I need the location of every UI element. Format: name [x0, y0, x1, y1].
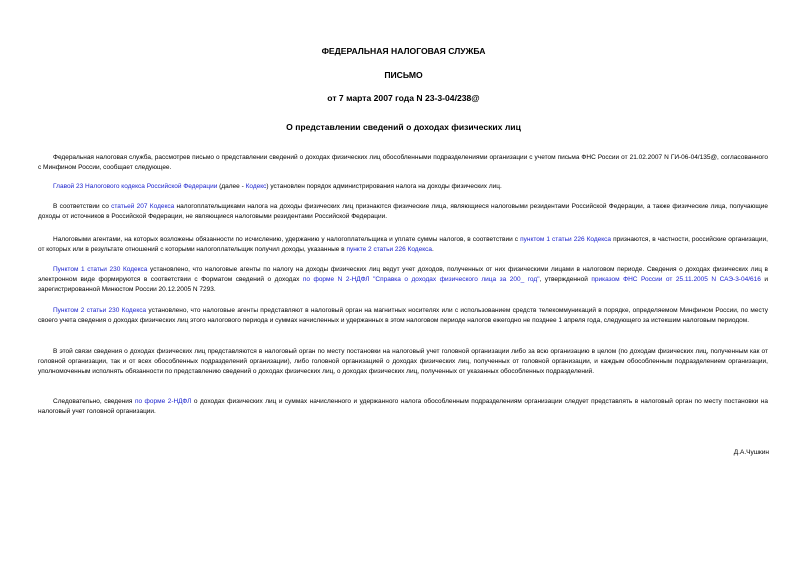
paragraph-text: ) установлен порядок администрирования налога на доходы физических лиц.	[266, 183, 502, 190]
link-form-2ndfl-reference[interactable]: по форме N 2-НДФЛ "Справка о доходах физического лица за 200_ год"	[302, 276, 540, 283]
agency-heading: ФЕДЕРАЛЬНАЯ НАЛОГОВАЯ СЛУЖБА	[321, 46, 486, 56]
date-number-heading: от 7 марта 2007 года N 23-3-04/238@	[327, 93, 480, 103]
paragraph-text: о доходах физических лиц и суммах начисленного и удержанного налога обособленным подразделениям организации следует представлять в налоговый орган по месту постановки на налоговый учет головной организации.	[38, 398, 769, 415]
link-fns-order[interactable]: приказом ФНС России от 25.11.2005 N САЭ-3-04/616	[591, 276, 761, 283]
paragraph-7	[38, 347, 768, 377]
document-type-heading: ПИСЬМО	[384, 70, 423, 80]
paragraph-6	[38, 306, 768, 326]
paragraph-text: В этой связи сведения о доходах физических лиц представляются в налоговый орган по месту постановки на налоговый учет головной организации либо за всю организацию в целом (по доходам физических лиц, полученным как от головной организации, так и от всех обособленных подразделений организации), либо головной организацией о доходах физических лиц, полученных от головной организации, и каждым обособленным подразделением организации, уполномоченным исполнять обязанности по представлению сведений о доходах физических лиц, о доходах физических лиц, полученных от указанных обособленных подразделений.	[38, 348, 768, 375]
link-article-226-p1[interactable]: пунктом 1 статьи 226 Кодекса	[520, 236, 612, 243]
paragraph-text: и зарегистрированной Минюстом России 20.12.2005 N 7293.	[38, 276, 768, 293]
paragraph-text: Федеральная налоговая служба, рассмотрев письмо о представлении сведений о доходах физических лиц обособленными подразделениями организации с учетом письма ФНС России от 21.02.2007 N ГИ-06-04/135@, согласованного с Минфином России, сообщает следующее.	[38, 154, 768, 171]
paragraph-text: установлено, что налоговые агенты представляют в налоговый орган на магнитных носителях или с использованием средств телекоммуникаций в порядке, определяемом Минфином России, по месту своего учета сведения о доходах физических лиц этого налогового периода и суммах начисленных и удержанных в этом налоговом периоде налогов ежегодно не позднее 1 апреля года, следующего за истекшим налоговым периодом.	[38, 307, 768, 324]
subject-heading: О представлении сведений о доходах физических лиц	[286, 122, 521, 132]
signature: Д.А.Чушкин	[733, 449, 769, 456]
link-article-226-p2[interactable]: пункте 2 статьи 226 Кодекса	[346, 246, 432, 253]
link-article-230-p1[interactable]: Пунктом 1 статьи 230 Кодекса	[53, 266, 148, 273]
link-chapter-23[interactable]: Главой 23 Налогового кодекса Российской Федерации	[53, 183, 218, 190]
paragraph-text: .	[432, 246, 434, 253]
paragraph-text: признаются, в частности, российские организации, от которых или в результате отношений с которыми налогоплательщик получил доходы, указанные в	[38, 236, 768, 253]
paragraph-text: (далее -	[217, 183, 246, 190]
paragraph-text: установлено, что налоговые агенты по налогу на доходы физических лиц ведут учет доходов, полученных от них физическими лицами в налоговом периоде. Сведения о доходах физических лиц в электронном виде формируются в соответствии с Форматом сведений о доходах	[38, 266, 769, 283]
paragraph-5	[38, 265, 768, 295]
paragraph-text: налогоплательщиками налога на доходы физических лиц признаются физические лица, являющиеся налоговыми резидентами Российской Федерации, а также физические лица, получающие доходы от источников в Российской Федерации, не являющиеся налоговыми резидентами Российской Федерации.	[38, 203, 768, 220]
paragraph-8	[38, 397, 768, 417]
link-form-2ndfl[interactable]: по форме 2-НДФЛ	[134, 398, 192, 405]
paragraph-text: Следовательно, сведения	[53, 398, 135, 405]
paragraph-2	[38, 182, 768, 192]
paragraph-4	[38, 235, 768, 255]
link-code[interactable]: Кодекс	[245, 183, 267, 190]
paragraph-text: Налоговыми агентами, на которых возложены обязанности по исчислению, удержанию у налогоплательщика и уплате суммы налогов, в соответствии с	[53, 236, 521, 243]
paragraph-3	[38, 202, 768, 222]
link-article-207[interactable]: статьей 207 Кодекса	[111, 203, 175, 210]
paragraph-text: , утвержденной	[539, 276, 592, 283]
paragraph-1	[38, 153, 768, 173]
paragraph-text: В соответствии со	[53, 203, 112, 210]
link-article-230-p2[interactable]: Пунктом 2 статьи 230 Кодекса	[53, 307, 147, 314]
